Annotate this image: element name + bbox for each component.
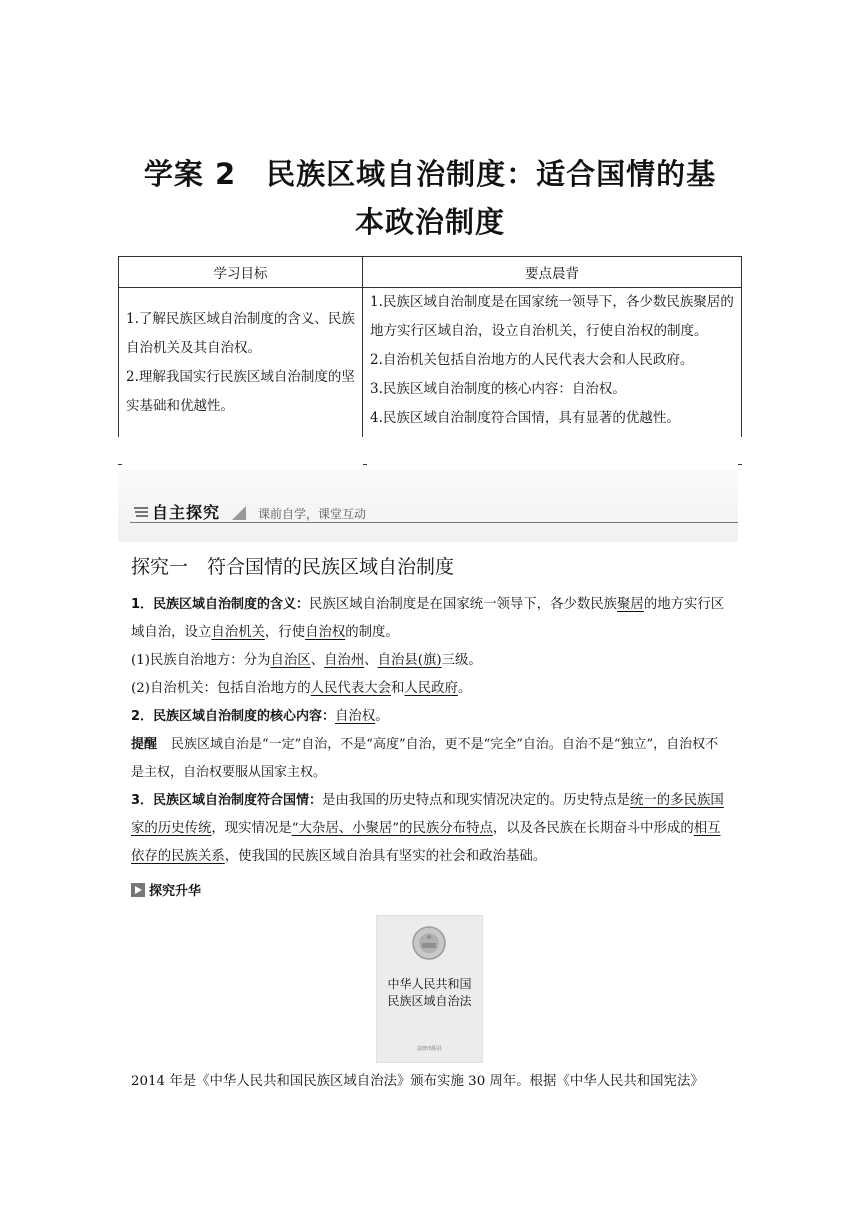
paragraph-label: 3．民族区域自治制度符合国情： <box>131 793 323 808</box>
title-line-2: 本政治制度 <box>354 205 505 239</box>
text: (2)自治机关：包括自治地方的 <box>131 681 311 696</box>
underlined-answer: 自治县(旗) <box>377 653 442 668</box>
content-body <box>131 591 731 871</box>
banner-heading: 自主探究 <box>152 503 221 522</box>
header-key-points: 要点晨背 <box>363 257 742 288</box>
upgrade-heading <box>131 880 201 899</box>
triangle-deco-icon <box>232 506 246 520</box>
reminder-note <box>131 731 731 787</box>
goal-item: 2.理解我国实行民族区域自治制度的坚实基础和优越性。 <box>126 368 355 414</box>
play-icon <box>131 883 145 897</box>
study-goals-cell <box>119 288 363 438</box>
section-title: 探究一 符合国情的民族区域自治制度 <box>131 556 455 578</box>
paragraph-label: 2．民族区域自治制度的核心内容： <box>131 709 336 724</box>
key-point-item: 3.民族区域自治制度的核心内容：自治权。 <box>370 381 626 397</box>
national-emblem-icon <box>411 925 447 961</box>
text: ，使我国的民族区域自治具有坚实的社会和政治基础。 <box>224 849 547 864</box>
text: 。 <box>375 709 389 724</box>
key-point-item: 1.民族区域自治制度是在国家统一领导下，各少数民族聚居的地方实行区域自治，设立自治机关，行使自治权的制度。 <box>370 294 734 339</box>
bottom-text: 2014 年是《中华人民共和国民族区域自治法》颁布实施 30 周年。根据《中华人民共和国宪法》 <box>131 1074 704 1089</box>
table-corner-mark <box>738 464 742 465</box>
section-banner <box>118 470 738 542</box>
table-corner-mark <box>363 464 367 465</box>
reminder-text: 民族区域自治是“一定”自治，不是“高度”自治，更不是“完全”自治。自治不是“独立”，自治权不是主权，自治权要服从国家主权。 <box>131 737 719 780</box>
text: ，现实情况是 <box>211 821 292 836</box>
key-point-item: 2.自治机关包括自治地方的人民代表大会和人民政府。 <box>370 352 694 368</box>
paragraph-national-conditions <box>131 787 731 871</box>
underlined-answer: 聚居 <box>617 597 644 612</box>
underlined-answer: 自治权 <box>305 625 346 640</box>
underlined-answer: 人民代表大会 <box>310 681 391 696</box>
book-cover-image <box>376 915 483 1063</box>
text: 三级。 <box>441 653 482 668</box>
paragraph-autonomous-organs <box>131 675 731 703</box>
text: (1)民族自治地方：分为 <box>131 653 271 668</box>
underlined-answer: 统一的多民族国家的历史传统 <box>131 793 724 836</box>
underlined-answer: 自治权 <box>335 709 376 724</box>
goals-table <box>118 256 742 437</box>
text: 、 <box>364 653 378 668</box>
header-study-goals: 学习目标 <box>119 257 363 288</box>
underlined-answer: 人民政府 <box>404 681 458 696</box>
text: ，行使 <box>264 625 306 640</box>
text: 的制度。 <box>345 625 399 640</box>
text: 民族区域自治制度是在国家统一领导下，各少数民族 <box>309 597 618 612</box>
upgrade-label: 探究升华 <box>149 884 202 899</box>
key-points-cell <box>363 288 742 438</box>
book-publisher: 法律出版社 <box>416 1046 442 1052</box>
page-title <box>110 150 750 246</box>
book-title-line-2: 民族区域自治法 <box>387 994 472 1008</box>
title-line-1: 学案 2 民族区域自治制度：适合国情的基 <box>143 157 717 191</box>
paragraph-autonomous-areas <box>131 647 731 675</box>
banner-subtitle: 课前自学，课堂互动 <box>258 507 367 521</box>
text: 是由我国的历史特点和现实情况决定的。历史特点是 <box>322 793 631 808</box>
underlined-answer: 自治区 <box>270 653 311 668</box>
underlined-answer: 自治州 <box>324 653 365 668</box>
stripes-icon <box>132 504 148 520</box>
table-corner-mark <box>118 464 122 465</box>
key-point-item: 4.民族区域自治制度符合国情，具有显著的优越性。 <box>370 410 680 426</box>
book-title-line-1: 中华人民共和国 <box>387 977 472 991</box>
text: 和 <box>391 681 405 696</box>
text: 。 <box>457 681 472 696</box>
goal-item: 1.了解民族区域自治制度的含义、民族自治机关及其自治权。 <box>126 310 355 356</box>
text: 、 <box>310 653 325 668</box>
text: ，以及各民族在长期奋斗中形成的 <box>492 821 694 836</box>
underlined-answer: 自治机关 <box>211 625 265 640</box>
banner-rule <box>130 522 738 523</box>
paragraph-definition <box>131 591 731 647</box>
reminder-label: 提醒 <box>131 737 158 752</box>
paragraph-label: 1．民族区域自治制度的含义： <box>131 597 310 612</box>
underlined-answer: 相互依存的民族关系 <box>131 821 721 864</box>
underlined-answer: “大杂居、小聚居”的民族分布特点 <box>291 821 493 836</box>
paragraph-core-content <box>131 703 731 731</box>
text: 的地方实行区域自治，设立 <box>131 597 725 640</box>
